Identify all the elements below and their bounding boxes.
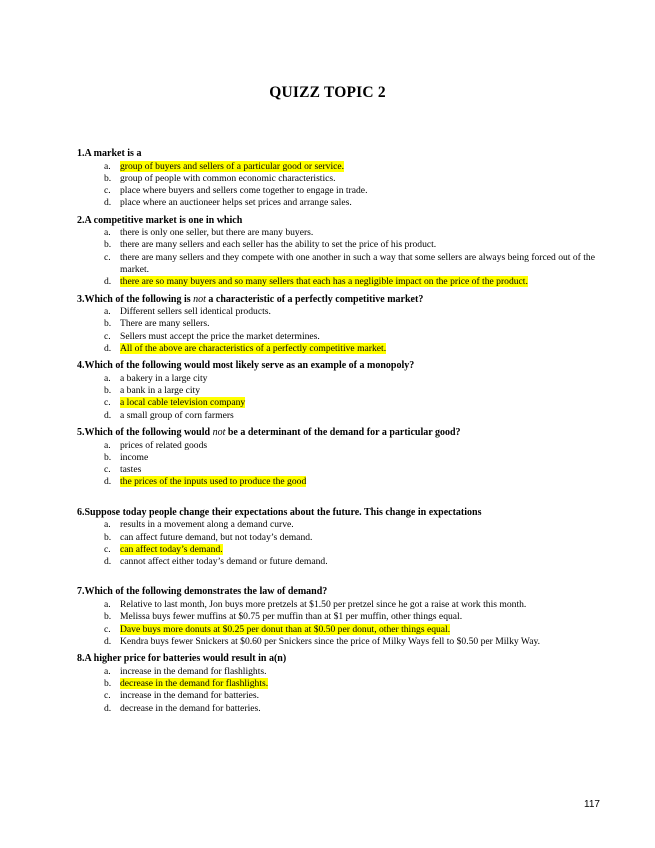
option-b [77, 385, 597, 397]
option-letter: b. [104, 239, 112, 251]
option-a [77, 373, 597, 385]
question-number: 1. [77, 148, 85, 159]
option-letter: a. [104, 519, 111, 531]
option-b [77, 678, 597, 690]
question-title [77, 294, 597, 307]
option-text: prices of related goods [120, 439, 208, 451]
option-list [77, 306, 597, 355]
option-letter: a. [104, 306, 111, 318]
option-letter: d. [104, 409, 112, 421]
question-text: be a determinant of the demand for a particular good? [225, 427, 461, 439]
question-number: 4. [77, 360, 85, 372]
option-text: place where an auctioneer helps set prices and arrange sales. [120, 197, 352, 209]
option-c [77, 252, 597, 277]
question-number: 3. [77, 293, 85, 305]
option-d [77, 703, 597, 715]
question-title [77, 148, 597, 161]
option-letter: a. [104, 227, 111, 239]
question-number: 8. [77, 653, 85, 665]
option-letter: b. [104, 451, 112, 463]
option-letter: c. [104, 543, 111, 555]
option-list [77, 227, 597, 288]
option-letter: c. [104, 464, 111, 476]
option-a [77, 599, 597, 611]
option-letter: c. [104, 397, 111, 409]
option-a [77, 440, 597, 452]
question-text: Which of the following would most likely serve as an example of a monopoly? [84, 360, 415, 372]
question-number: 5. [77, 427, 85, 439]
option-letter: b. [104, 611, 112, 623]
option-letter: b. [104, 677, 112, 689]
question-text: Which of the following is [84, 293, 194, 305]
question-title [77, 653, 597, 666]
option-b [77, 611, 597, 623]
question-list [77, 148, 597, 720]
question-text: Which of the following would [84, 427, 213, 439]
option-letter: a. [104, 439, 111, 451]
page-title: QUIZZ TOPIC 2 [269, 84, 386, 101]
option-text: decrease in the demand for batteries. [120, 702, 261, 714]
option-letter: c. [104, 185, 111, 197]
option-d [77, 556, 597, 568]
option-text: cannot affect either today’s demand or future demand. [120, 556, 328, 568]
option-list [77, 440, 597, 489]
option-d [77, 197, 597, 209]
question-1 [77, 148, 597, 210]
option-a [77, 519, 597, 531]
option-list [77, 161, 597, 210]
option-text: All of the above are characteristics of a perfectly competitive market. [120, 343, 387, 355]
question-title [77, 507, 597, 520]
option-text: decrease in the demand for flashlights. [120, 677, 269, 689]
option-text: increase in the demand for flashlights. [120, 665, 267, 677]
question-2 [77, 215, 597, 289]
question-7 [77, 586, 597, 648]
option-letter: b. [104, 172, 112, 184]
option-d [77, 636, 597, 648]
option-letter: d. [104, 635, 112, 647]
option-letter: b. [104, 385, 112, 397]
question-5 [77, 427, 597, 489]
option-letter: a. [104, 665, 111, 677]
option-letter: d. [104, 197, 112, 209]
option-d [77, 276, 597, 288]
option-text: results in a movement along a demand curve. [120, 519, 294, 531]
option-text: Sellers must accept the price the market determines. [120, 330, 320, 342]
option-list [77, 666, 597, 715]
option-text: There are many sellers. [120, 318, 210, 330]
option-text: can affect future demand, but not today’s demand. [120, 531, 313, 543]
option-d [77, 410, 597, 422]
option-b [77, 318, 597, 330]
option-list [77, 519, 597, 568]
option-text: Dave buys more donuts at $0.25 per donut than at $0.50 per donut, other things equal. [120, 623, 451, 635]
option-text: place where buyers and sellers come together to engage in trade. [120, 185, 368, 197]
option-text: Relative to last month, Jon buys more pretzels at $1.50 per pretzel since he got a raise at work this month. [120, 598, 527, 610]
question-number: 6. [77, 506, 85, 518]
option-letter: c. [104, 251, 111, 263]
option-letter: c. [104, 690, 111, 702]
option-c [77, 544, 597, 556]
option-text: group of buyers and sellers of a particular good or service. [120, 160, 345, 172]
option-text: income [120, 451, 149, 463]
option-text: tastes [120, 464, 142, 476]
option-text: there are many sellers and they compete with one another in such a way that some sellers are always being forced out of the market. [120, 251, 595, 276]
question-title [77, 586, 597, 599]
option-b [77, 452, 597, 464]
option-text: can affect today’s demand. [120, 543, 223, 555]
option-letter: d. [104, 476, 112, 488]
option-letter: c. [104, 623, 111, 635]
question-text: A higher price for batteries would result in a(n) [84, 653, 287, 665]
option-text: a bakery in a large city [120, 372, 208, 384]
option-letter: b. [104, 531, 112, 543]
option-c [77, 185, 597, 197]
option-letter: a. [104, 372, 111, 384]
option-letter: a. [104, 598, 111, 610]
option-d [77, 343, 597, 355]
option-a [77, 666, 597, 678]
option-c [77, 331, 597, 343]
question-emphasis: not [193, 293, 206, 305]
option-text: group of people with common economic characteristics. [120, 172, 336, 184]
question-text: A competitive market is one in which [84, 214, 243, 226]
option-text: Melissa buys fewer muffins at $0.75 per muffin than at $1 per muffin, other things equal. [120, 611, 463, 623]
option-a [77, 227, 597, 239]
option-d [77, 476, 597, 488]
option-c [77, 690, 597, 702]
option-text: the prices of the inputs used to produce the good [120, 476, 307, 488]
option-letter: d. [104, 556, 112, 568]
option-text: Different sellers sell identical products. [120, 306, 271, 318]
question-title [77, 427, 597, 440]
option-list [77, 373, 597, 422]
option-letter: a. [104, 160, 111, 172]
option-text: a bank in a large city [120, 385, 201, 397]
option-text: there are many sellers and each seller has the ability to set the price of his product. [120, 239, 437, 251]
option-text: a small group of corn farmers [120, 409, 234, 421]
question-title [77, 360, 597, 373]
question-number: 2. [77, 214, 85, 226]
option-a [77, 161, 597, 173]
question-6 [77, 507, 597, 569]
question-text: a characteristic of a perfectly competitive market? [205, 293, 424, 305]
question-emphasis: not [212, 427, 226, 439]
option-b [77, 173, 597, 185]
question-3 [77, 294, 597, 356]
page-number: 117 [584, 799, 600, 810]
question-text: Which of the following demonstrates the law of demand? [84, 586, 328, 598]
question-text: A market is a [84, 148, 142, 159]
option-letter: d. [104, 276, 112, 288]
option-text: Kendra buys fewer Snickers at $0.60 per Snickers since the price of Milky Ways fell to $0.50 per Milky Way. [120, 635, 541, 647]
question-title [77, 215, 597, 228]
question-8 [77, 653, 597, 715]
option-c [77, 624, 597, 636]
option-text: a local cable television company [120, 397, 246, 409]
option-letter: c. [104, 330, 111, 342]
option-letter: b. [104, 318, 112, 330]
option-letter: d. [104, 702, 112, 714]
option-b [77, 239, 597, 251]
option-a [77, 306, 597, 318]
option-list [77, 599, 597, 648]
option-text: there is only one seller, but there are many buyers. [120, 227, 314, 239]
option-text: increase in the demand for batteries. [120, 690, 260, 702]
option-text: there are so many buyers and so many sellers that each has a negligible impact on the price of the product. [120, 276, 528, 288]
option-b [77, 532, 597, 544]
question-4 [77, 360, 597, 422]
option-c [77, 397, 597, 409]
option-c [77, 464, 597, 476]
option-letter: d. [104, 343, 112, 355]
question-text: Suppose today people change their expectations about the future. This change in expectations [84, 506, 482, 518]
question-number: 7. [77, 586, 85, 598]
